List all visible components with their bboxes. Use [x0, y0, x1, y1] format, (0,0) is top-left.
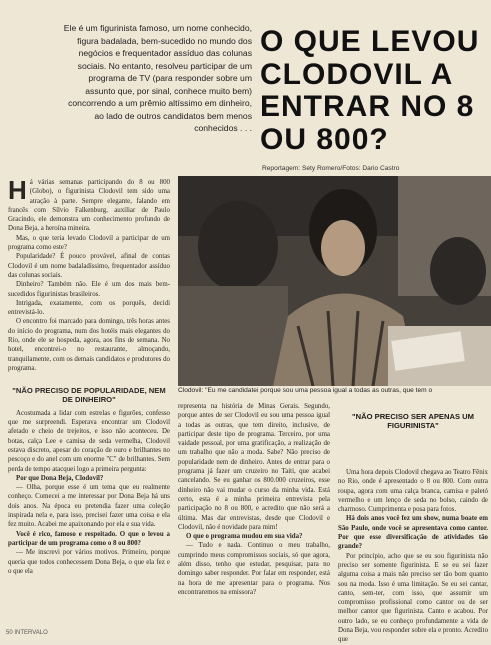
paragraph: á várias semanas participando do 8 ou 800 (Globo), o figurinista Clodovil tem sido uma atração à parte. Sempre elegante, falando em francês com Sílvio Falkenburg, auxiliar de Paulo Gracindo, ele demonstra um conhecimento profundo de Dona Beja, a heroína mineira.	[8, 179, 170, 233]
paragraph: Intrigada, exatamente, com os porquês, decidi entrevistá-lo.	[8, 299, 170, 317]
column-1-bottom	[8, 382, 170, 576]
question: Você é rico, famoso e respeitado. O que o levou a participar de um programa como o 8 ou 800?	[8, 530, 170, 547]
headline: O QUE LEVOU CLODOVIL A ENTRAR NO 8 OU 800?	[260, 25, 480, 156]
paragraph: — Olha, porque esse é um tema que eu realmente conheço. Comecei a me interessar por Dona Beja há uns dois anos. Na época eu pretendia fazer uma coleção inspirada nela e, para isso, precisei fazer uma coisa e ela fez muito. Acabei me apaixonando por ela e sua vida.	[8, 484, 170, 529]
column-3	[338, 468, 488, 645]
paragraph: — Tudo e nada. Continuo o meu trabalho, cumprindo meus compromissos sociais, só que agora, além disso, tenho que estudar, pesquisar, para no domingo saber responder. Por falar em responder, está na hora de me apresentar para o programa. Nos encontraremos na emissora?	[178, 542, 330, 596]
page-footer: 50 INTERVALO	[6, 630, 48, 636]
credits: Reportagem: Sety Romero/Fotos: Dario Castro	[262, 165, 400, 172]
subheading-1: "NÃO PRECISO DE POPULARIDADE, NEM DE DINHEIRO"	[12, 386, 166, 405]
paragraph: Uma hora depois Clodovil chegava ao Teatro Fênix no Rio, onde é apresentado o 8 ou 800. Com outra roupa, agora com uma calça branca, camisa e paletó vermelho e um lenço de seda no bolso, caindo de charmoso. Cumprimenta e posa para fotos.	[338, 469, 488, 514]
paragraph: Dinheiro? Também não. Ele é um dos mais bem-sucedidos figurinistas brasileiros.	[8, 281, 170, 298]
photo-clodovil	[178, 176, 491, 386]
paragraph: Acostumada a lidar com estrelas e figurões, confesso que me surpreendi. Esperava encontrar um Clodovil afetado e cheio de trejeitos, e isso não aconteceu. De botas, calça Lee e camisa de seda vermelha, Clodovil estava discreto, apesar do coração de ouro e brilhantes no pescoço e do anel com um enorme "C" de brilhantes. Sem perda de tempo atacquei logo a primeira pergunta:	[8, 409, 170, 473]
question: O que o programa mudou em sua vida?	[186, 533, 303, 541]
question: Há dois anos você fez um show, numa boate em São Paulo, onde você se apresentava como cantor. Por que esse diversificação de atividades tão grande?	[338, 515, 488, 551]
paragraph: Mas, o que teria levado Clodovil a participar de um programa como este?	[8, 234, 170, 252]
question: Por que Dona Beja, Clodovil?	[16, 474, 104, 482]
subheading-2: "NÃO PRECISO SER APENAS UM FIGURINISTA"	[352, 412, 474, 431]
paragraph: representa na história de Minas Gerais. Segundo, porque antes de ser Clodovil eu sou uma pessoa igual a todas as outras, que tem direito, inclusive, de participar deste tipo de programa. Terceiro, por uma vaidade pessoal, por uma gratificação, a realização de um trabalho que não a moda. Sabe? Não preciso de popularidade nem de dinheiro. Antes de entrar para o programa já fazer um cruzeiro no Taiti, que acabei cancelando. Se eu ganhar os 800.000 cruzeiros, esse dinheiro não vai mudar o curso da minha vida. Está certo, esta é a minha primeira entrevista pela participação no 8 ou 800, e acredito que não será a última. Mas dar entrevistas, desde que Clodovil e Clodovil, não é novidade para mim!	[178, 403, 330, 531]
column-1-top	[8, 175, 170, 373]
drop-cap: H	[8, 175, 27, 205]
paragraph: Popularidade? É pouco provável, afinal de contas Clodovil é um nome badaladíssimo, frequentador assíduo das colunas sociais.	[8, 253, 170, 279]
column-2	[178, 402, 330, 597]
paragraph: Por princípio, acho que se eu sou figurinista não preciso ser somente figurinista. E se eu sei fazer alguma coisa a mais não preciso ser tão bom quanto sou na moda. Isso é uma limitação. Se eu sei cantar, canto, sem-ter, com isso, que assumir um compromisso profissional como cantor ou de ser melhor cantor que figurinista. Canto e acabou. Por outro lado, se eu conheço profundamente a vida de Dona Beja, vou responder sobre ela e pronto. Acredito que	[338, 552, 489, 644]
paragraph: — Me inscrevi por vários motivos. Primeiro, porque queria que todos conhecessem Dona Beja, o que ela fez e o que ela	[8, 549, 170, 575]
paragraph: O encontro foi marcado para domingo, três horas antes do início do programa, num dos hotéis mais elegantes do Rio, onde ele se hospeda, agora, aos fins de semana. No hotel, encontrei-o no restaurante, almoçando, tranquilamente, com os demais candidatos e produtores do programa.	[8, 318, 170, 372]
photo-illustration	[178, 176, 491, 386]
intro-blurb: Ele é um figurinista famoso, um nome conhecido, figura badalada, bem-sucedido no mundo dos negócios e frequentador assíduo das colunas sociais. No entanto, resolveu participar de um programa de TV (para responder sobre um assunto que, por sinal, conhece muito bem) concorrendo a um prêmio altíssimo em dinheiro, ao lado de outros candidatos bem menos conhecidos . . .	[63, 23, 252, 133]
photo-caption: Clodovil: "Eu me candidatei porque sou uma pessoa igual a todas as outras, que tem o	[178, 387, 433, 394]
